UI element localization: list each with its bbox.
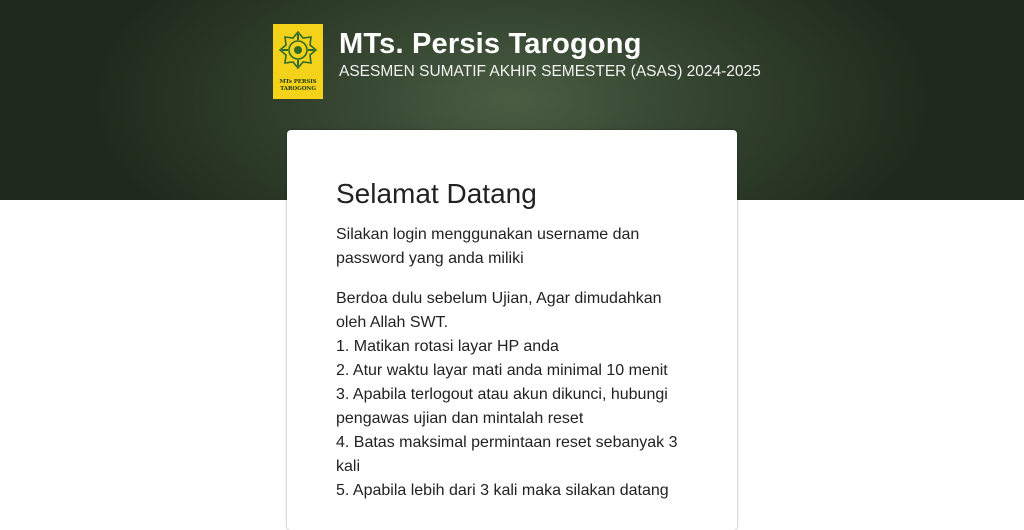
school-emblem-icon bbox=[273, 24, 323, 99]
rule-item: 3. Apabila terlogout atau akun dikunci, hubungi pengawas ujian dan mintalah reset bbox=[336, 386, 668, 427]
site-subtitle: ASESMEN SUMATIF AKHIR SEMESTER (ASAS) 2024-2025 bbox=[339, 63, 761, 80]
header-titles bbox=[339, 24, 761, 82]
login-card bbox=[287, 130, 737, 530]
brand bbox=[273, 24, 761, 99]
card-intro: Silakan login menggunakan username dan password yang anda miliki bbox=[336, 226, 640, 267]
rules-list bbox=[336, 335, 688, 503]
rule-item: 1. Matikan rotasi layar HP anda bbox=[336, 338, 559, 355]
rule-item: 4. Batas maksimal permintaan reset sebanyak 3 kali bbox=[336, 434, 678, 475]
site-title: MTs. Persis Tarogong bbox=[339, 28, 642, 60]
rule-item: 5. Apabila lebih dari 3 kali maka silakan datang bbox=[336, 482, 669, 499]
logo-caption-line1: MTs PERSIS bbox=[279, 79, 317, 85]
card-title: Selamat Datang bbox=[336, 178, 537, 209]
rule-item: 2. Atur waktu layar mati anda minimal 10 menit bbox=[336, 362, 668, 379]
emblem-graphic bbox=[276, 28, 320, 76]
card-prayer: Berdoa dulu sebelum Ujian, Agar dimudahkan oleh Allah SWT. bbox=[336, 290, 662, 331]
logo-caption bbox=[273, 79, 323, 93]
logo-caption-line2: TAROGONG bbox=[280, 86, 316, 92]
